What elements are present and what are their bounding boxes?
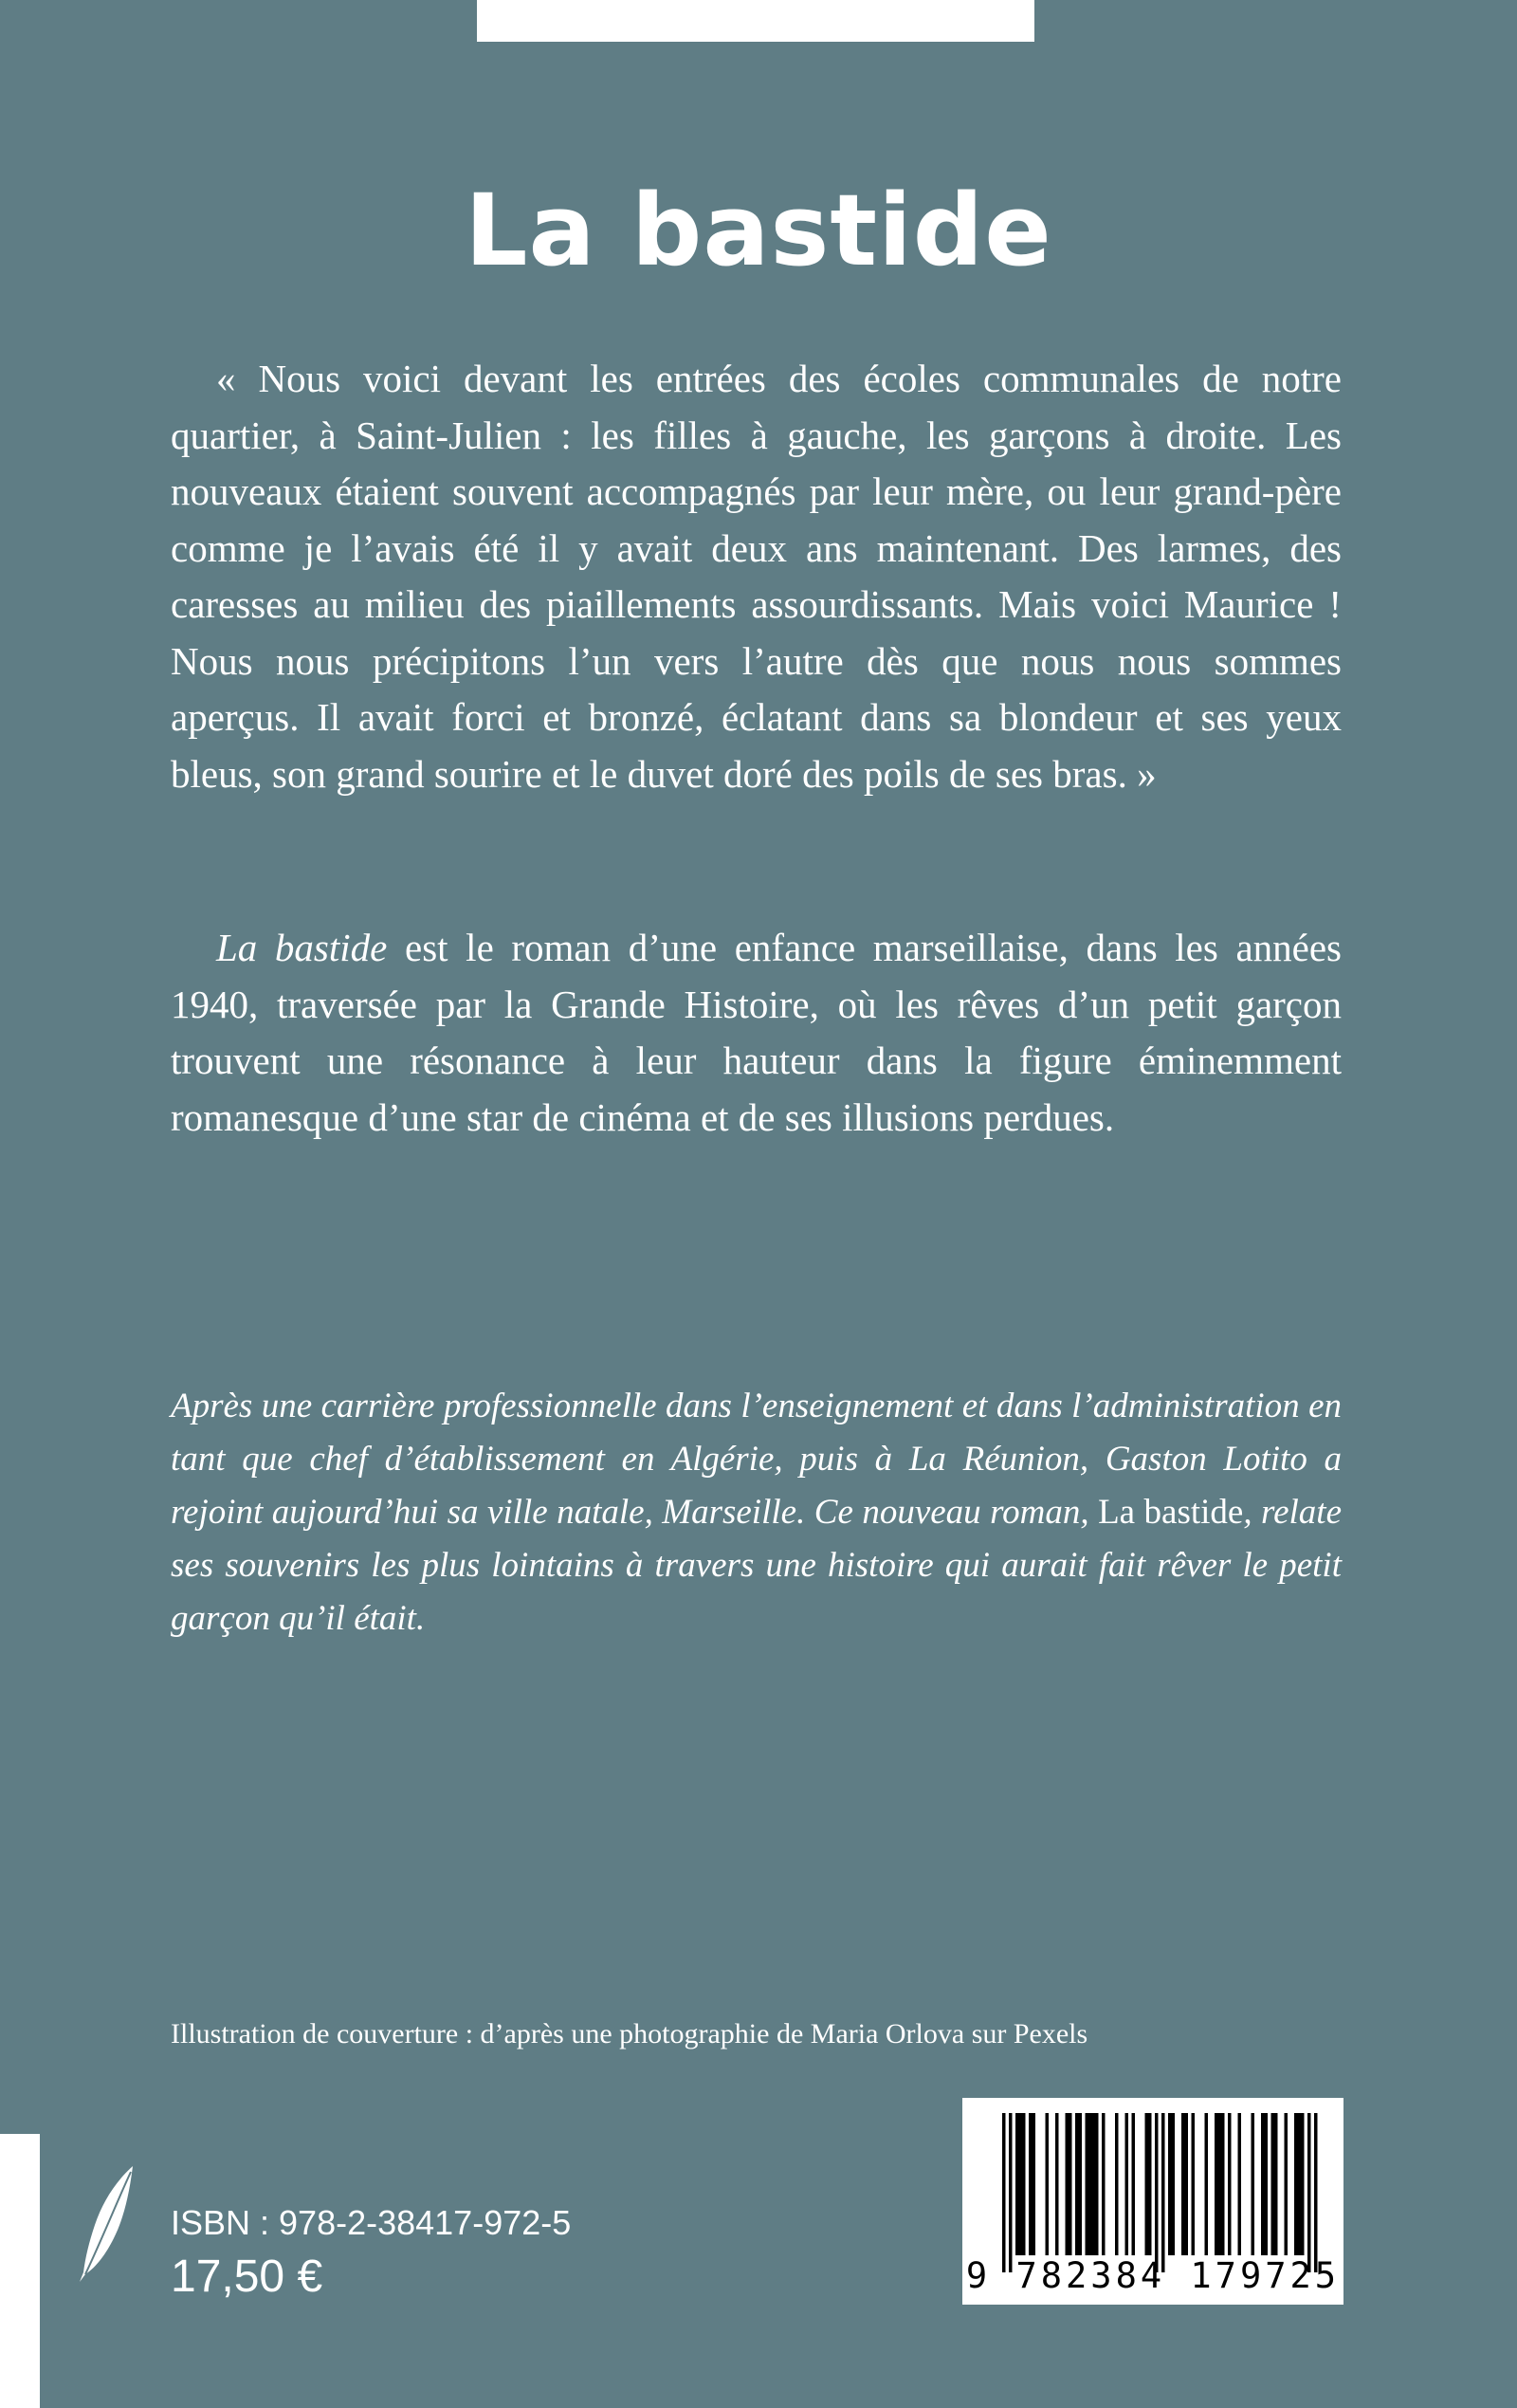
excerpt-quote: « Nous voici devant les entrées des écoles communales de notre quartier, à Saint-Julien : les filles à gauche, les garçons à droite. Les nouveaux étaient souvent accompagnés par leur mère, ou leur grand-père comme je l’avais été il y avait deux ans maintenant. Des larmes, des caresses au milieu des piaillements assourdissants. Mais voici Maurice ! Nous nous précipitons l’un vers l’autre dès que nous nous sommes aperçus. Il avait forci et bronzé, éclatant dans sa blondeur et ses yeux bleus, son grand sourire et le duvet doré des poils de ses bras. » — [171, 357, 1342, 796]
barcode-bar — [1185, 2113, 1189, 2255]
bio-part-2: , relate ses souvenirs les plus lointains à travers une histoire qui aurait fait rêver le petit garçon qu’il était. — [171, 1493, 1342, 1638]
barcode-bar — [1075, 2113, 1079, 2255]
barcode-bar — [1102, 2113, 1106, 2255]
top-white-tab — [477, 0, 1034, 42]
barcode-bar — [1029, 2113, 1033, 2255]
summary-title: La bastide — [216, 926, 388, 969]
barcode-bar — [1095, 2113, 1099, 2255]
barcode-bar — [1168, 2113, 1172, 2255]
barcode-bar — [1015, 2113, 1019, 2255]
barcode-bar — [1314, 2113, 1318, 2272]
barcode-bar — [1265, 2113, 1269, 2255]
barcode-bar — [1088, 2113, 1092, 2255]
barcode-bar — [1271, 2113, 1275, 2255]
isbn-label: ISBN : 978-2-38417-972-5 — [171, 2203, 572, 2242]
barcode-bar — [1046, 2113, 1050, 2255]
barcode-bar — [1033, 2113, 1036, 2255]
barcode-bar — [1092, 2113, 1096, 2255]
barcode — [962, 2098, 1343, 2305]
barcode-bar — [1228, 2113, 1232, 2255]
barcode-bar — [1192, 2113, 1196, 2255]
barcode-bar — [1079, 2113, 1083, 2255]
author-bio — [171, 1380, 1342, 1645]
barcode-bar — [1221, 2113, 1225, 2255]
barcode-bar — [1019, 2113, 1023, 2255]
spine-white-strip — [0, 2134, 40, 2408]
barcode-bar — [1086, 2113, 1089, 2255]
book-title: La bastide — [465, 173, 1052, 288]
book-summary — [171, 920, 1342, 1146]
summary-text: est le roman d’une enfance marseillaise, dans les années 1940, traversée par la Grande Histoire, où les rêves d’un petit garçon trouvent une résonance à leur hauteur dans la figure éminemment romanesque d’une star de cinéma et de ses illusions perdues. — [171, 926, 1342, 1139]
barcode-bar — [1145, 2113, 1149, 2255]
barcode-bar — [1069, 2113, 1072, 2255]
barcode-number: 9 782384 179725 — [965, 2255, 1341, 2296]
barcode-bar — [1285, 2113, 1289, 2255]
barcode-bar — [1066, 2113, 1069, 2255]
barcode-bar — [1155, 2113, 1159, 2272]
barcode-bar — [1055, 2113, 1059, 2255]
barcode-bar — [1009, 2113, 1013, 2272]
barcode-bar — [1115, 2113, 1119, 2255]
cover-credit: Illustration de couverture : d’après une photographie de Maria Orlova sur Pexels — [171, 2018, 1088, 2050]
barcode-bar — [1205, 2113, 1209, 2255]
barcode-bar — [1181, 2113, 1185, 2255]
bio-part-1: Après une carrière professionnelle dans l’enseignement et dans l’administration en tant que chef d’établissement en Algérie, puis à La Réunion, Gaston Lotito a rejoint aujourd’hui sa ville natale, Marseille. Ce nouveau roman, — [171, 1387, 1342, 1532]
barcode-bar — [1002, 2113, 1006, 2272]
barcode-bar — [1261, 2113, 1265, 2255]
barcode-bar — [1294, 2113, 1298, 2255]
barcode-bar — [1274, 2113, 1278, 2255]
barcode-bar — [1148, 2113, 1152, 2255]
barcode-bar — [1252, 2113, 1255, 2255]
barcode-bar — [1132, 2113, 1136, 2255]
barcode-bar — [1161, 2113, 1165, 2272]
barcode-bar — [1022, 2113, 1026, 2255]
barcode-bar — [1238, 2113, 1242, 2255]
barcode-bar — [1172, 2113, 1176, 2255]
feather-icon — [74, 2162, 140, 2286]
barcode-bar — [1125, 2113, 1129, 2255]
barcode-bar — [1307, 2113, 1311, 2272]
bio-title: La bastide — [1098, 1493, 1244, 1532]
barcode-bar — [1215, 2113, 1218, 2255]
barcode-bar — [1298, 2113, 1302, 2255]
barcode-bar — [1218, 2113, 1222, 2255]
price-label: 17,50 € — [171, 2252, 323, 2302]
barcode-bar — [1301, 2113, 1305, 2255]
